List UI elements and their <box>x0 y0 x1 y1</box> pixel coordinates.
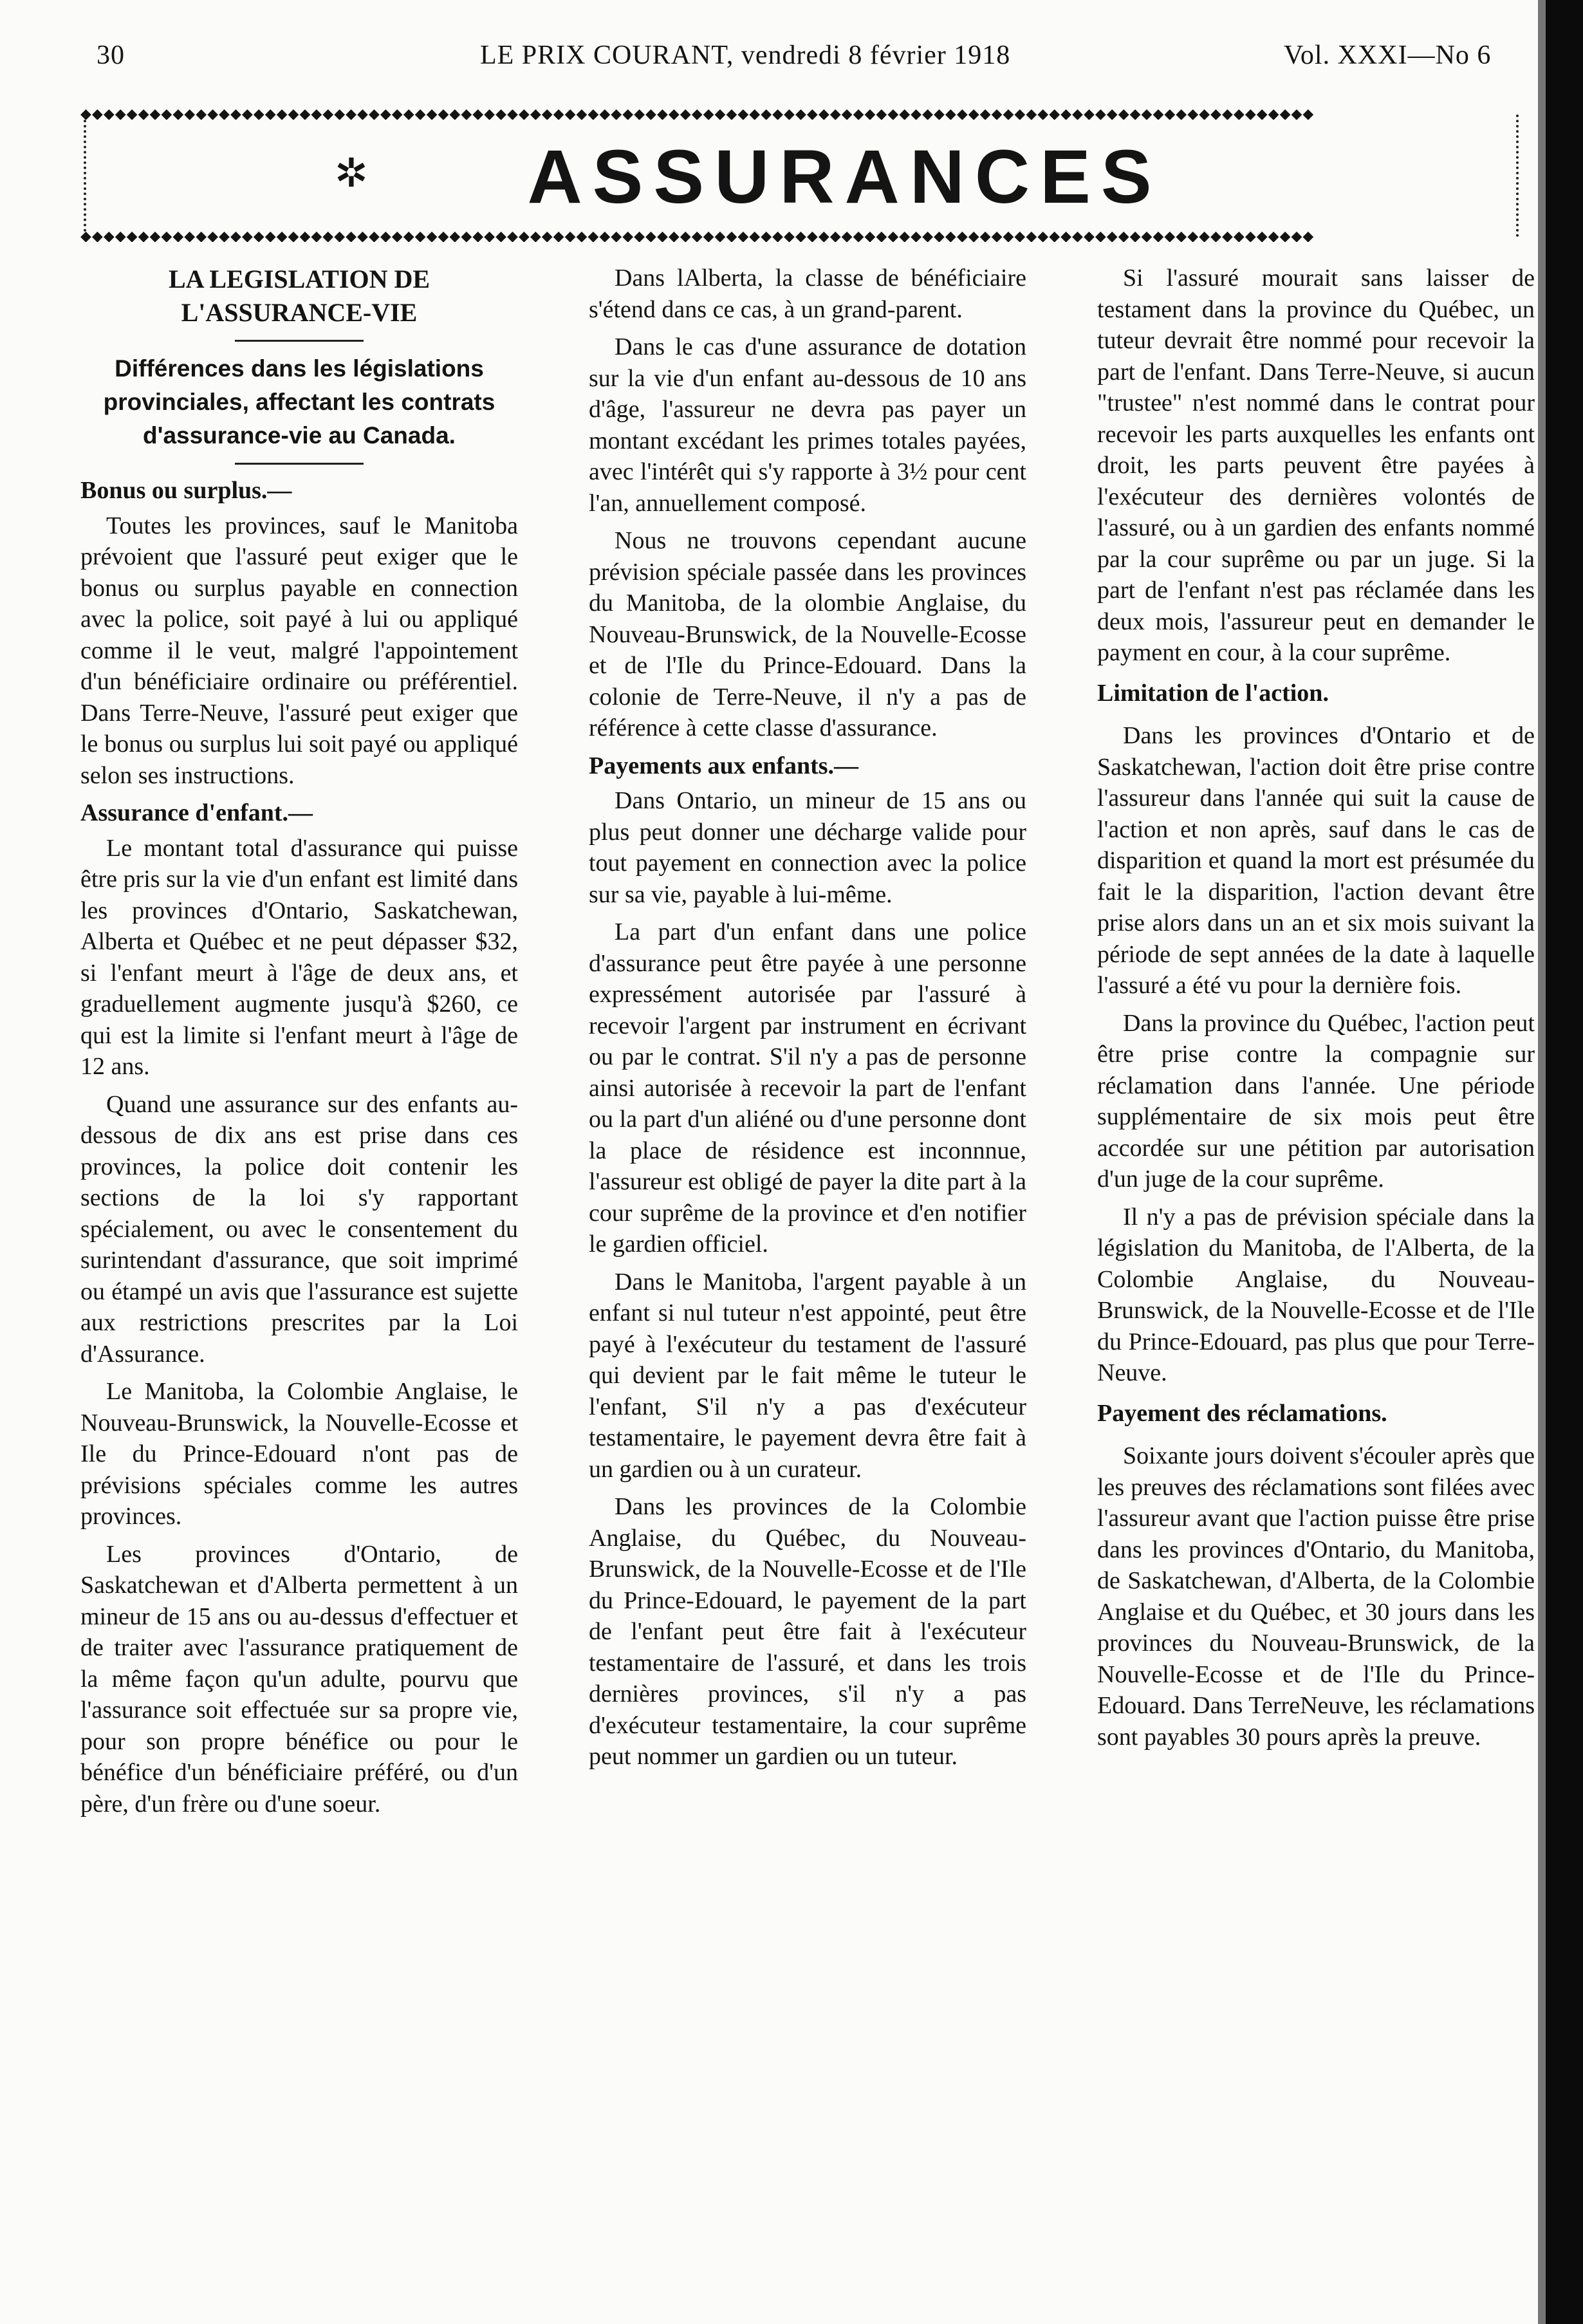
ink-mark-icon: ✲ <box>335 149 368 196</box>
paragraph: Dans le Manitoba, l'argent payable à un enfant si nul tuteur n'est appointé, peut être payé à l'exécuteur du testament de l'assuré qui devient par le fait même le tuteur le l'enfant, S'il n'y a pas d'exécuteur testamentaire, le payement devra être fait à un gardien ou à un curateur. <box>589 1268 1026 1483</box>
column-3 <box>1097 263 1535 1759</box>
heading-limitation: Limitation de l'action. <box>1097 679 1329 707</box>
paragraph: Soixante jours doivent s'écouler après que les preuves des réclamations sont filées avec l'assureur avant que l'action puisse être prise dans les provinces d'Ontario, du Manitoba, de Saskatchewan, d'Alberta, de la Colombie Anglaise et du Québec, et 30 jours dans les provinces du Nouveau-Brunswick, de la Nouvelle-Ecosse et de l'Ile du Prince-Edouard. Dans TerreNeuve, les réclamations sont payables 30 pours après la preuve. <box>1097 1442 1535 1751</box>
heading-reclamations: Payement des réclamations. <box>1097 1399 1387 1427</box>
heading-bonus: Bonus ou surplus.— <box>80 477 292 504</box>
paragraph: Il n'y a pas de prévision spéciale dans la législation du Manitoba, de l'Alberta, de la Colombie Anglaise, du Nouveau-Brunswick, de la Nouvelle-Ecosse et de l'Ile du Prince-Edouard, pas plus que pour Terre-Neuve. <box>1097 1203 1535 1386</box>
paragraph: Nous ne trouvons cependant aucune prévision spéciale passée dans les provinces du Manitoba, de la olombie Anglaise, du Nouveau-Brunswick, de la Nouvelle-Ecosse et de l'Ile du Prince-Edouard. Dans la colonie de Terre-Neuve, il n'y a pas de référence à cette classe d'assurance. <box>589 527 1026 741</box>
volume-number: Vol. XXXI—No 6 <box>1284 41 1492 70</box>
paragraph: La part d'un enfant dans une police d'assurance peut être payée à une personne expressément autorisée par l'assuré à recevoir l'argent par instrument en écrivant ou par le contrat. S'il n'y a pas de personne ainsi autorisée à recevoir la part de l'enfant ou la part d'un aliéné ou d'une personne dont la place de résidence est inconnnue, l'assureur est obligé de payer la dite part à la cour suprême de la province et d'en notifier le gardien officiel. <box>589 918 1026 1258</box>
heading-payements-enfants: Payements aux enfants.— <box>589 752 859 779</box>
column-2 <box>589 263 1026 1779</box>
paragraph: Dans les provinces d'Ontario et de Saskatchewan, l'action doit être prise contre l'assureur dans l'année qui suit la cause de l'action et non après, sauf dans le cas de disparition et quand la mort est présumée du fait le la disparition, l'action devant être prise alors dans un an et six mois suivant la période de sept années de la date à laquelle l'assuré a été vu pour la dernière fois. <box>1097 722 1535 999</box>
scan-edge <box>1546 0 1583 2324</box>
column-1 <box>80 263 518 1826</box>
section-banner <box>80 125 1525 228</box>
article-title: LA LEGISLATION DE L'ASSURANCE-VIE <box>168 265 430 327</box>
paragraph: Toutes les provinces, sauf le Manitoba prévoient que l'assuré peut exiger que le bonus ou surplus payable en connection avec la police, soit payé à lui ou appliqué comme il le veut, malgré l'appointement d'un bénéficiaire ordinaire ou préférentiel. Dans Terre-Neuve, l'assuré peut exiger que le bonus ou surplus lui soit payé ou appliqué selon ses instructions. <box>80 512 518 789</box>
paragraph: Dans lAlberta, la classe de bénéficiaire s'étend dans ce cas, à un grand-parent. <box>589 265 1026 323</box>
ornament-border-top: ◆◆◆◆◆◆◆◆◆◆◆◆◆◆◆◆◆◆◆◆◆◆◆◆◆◆◆◆◆◆◆◆◆◆◆◆◆◆◆◆◆◆◆◆◆◆◆◆◆◆◆◆◆◆◆◆◆◆◆◆◆◆◆◆◆◆◆◆◆◆◆◆◆◆◆◆◆◆◆◆◆◆◆◆◆◆◆◆◆◆◆◆◆◆◆◆◆◆◆◆◆◆◆◆◆◆◆ <box>80 109 1315 120</box>
scan-edge-shadow <box>1538 0 1546 2324</box>
running-header <box>97 40 1525 85</box>
publication-line: LE PRIX COURANT, vendredi 8 février 1918 <box>480 41 1011 70</box>
title-divider <box>235 340 364 342</box>
paragraph: Le montant total d'assurance qui puisse être pris sur la vie d'un enfant est limité dans les provinces d'Ontario, Saskatchewan, Alberta et Québec et ne peut dépasser $32, si l'enfant meurt à l'âge de deux ans, et graduellement augmente jusqu'à $260, ce qui est la limite si l'enfant meurt à l'âge de 12 ans. <box>80 834 518 1080</box>
subtitle-divider <box>235 463 364 465</box>
paragraph: Le Manitoba, la Colombie Anglaise, le Nouveau-Brunswick, la Nouvelle-Ecosse et Ile du Prince-Edouard n'ont pas de prévisions spéciales comme les autres provinces. <box>80 1378 518 1530</box>
heading-assurance-enfant: Assurance d'enfant.— <box>80 799 313 826</box>
paragraph: Dans le cas d'une assurance de dotation sur la vie d'un enfant au-dessous de 10 ans d'âge, l'assureur ne devra pas payer un montant excédant les primes totales payées, avec l'intérêt qui s'y rapporte à 3½ pour cent l'an, annuellement composé. <box>589 333 1026 517</box>
article-subtitle: Différences dans les législations provinciales, affectant les contrats d'assurance-vie au Canada. <box>103 355 495 449</box>
paragraph: Dans les provinces de la Colombie Anglaise, du Québec, du Nouveau-Brunswick, de la Nouvelle-Ecosse et de l'Ile du Prince-Edouard, le payement de la part de l'enfant peut être fait à l'exécuteur testamentaire de l'assuré, et dans les trois dernières provinces, s'il n'y a pas d'exécuteur testamentaire, la cour suprême peut nommer un gardien ou un tuteur. <box>589 1493 1026 1770</box>
paragraph: Les provinces d'Ontario, de Saskatchewan et d'Alberta permettent à un mineur de 15 ans ou au-dessus d'effectuer et de traiter avec l'assurance pratiquement de la même façon qu'un adulte, pourvu que l'assurance soit effectuée sur sa propre vie, pour son propre bénéfice ou pour le bénéfice d'un bénéficiaire préféré, ou d'un père, d'un frère ou d'une soeur. <box>80 1540 518 1817</box>
ornament-border-bottom: ◆◆◆◆◆◆◆◆◆◆◆◆◆◆◆◆◆◆◆◆◆◆◆◆◆◆◆◆◆◆◆◆◆◆◆◆◆◆◆◆◆◆◆◆◆◆◆◆◆◆◆◆◆◆◆◆◆◆◆◆◆◆◆◆◆◆◆◆◆◆◆◆◆◆◆◆◆◆◆◆◆◆◆◆◆◆◆◆◆◆◆◆◆◆◆◆◆◆◆◆◆◆◆◆◆◆◆ <box>80 232 1315 242</box>
paragraph: Dans la province du Québec, l'action peut être prise contre la compagnie sur réclamation dans l'année. Une période supplémentaire de six mois peut être accordée sur une pétition par autorisation d'un juge de la cour suprême. <box>1097 1009 1535 1193</box>
paragraph: Si l'assuré mourait sans laisser de testament dans la province du Québec, un tuteur devrait être nommé pour recevoir la part de l'enfant. Dans Terre-Neuve, si aucun "trustee" n'est nommé dans le contrat pour recevoir les parts auxquelles les enfants ont droit, les parts peuvent être payées à l'exécuteur des dernières volontés de l'assuré, ou à un gardien des enfants nommé par la cour suprême ou par un juge. Si la part de l'enfant n'est pas réclamée dans les deux mois, l'assureur peut en demander le payment en cour, à la cour suprême. <box>1097 265 1535 666</box>
section-title: ASSURANCES <box>527 135 1162 219</box>
paragraph: Dans Ontario, un mineur de 15 ans ou plus peut donner une décharge valide pour tout payement en connection avec la police sur sa vie, payable à lui-même. <box>589 787 1026 908</box>
paragraph: Quand une assurance sur des enfants au-dessous de dix ans est prise dans ces provinces, la police doit contenir les sections de la loi s'y rapportant spécialement, ou avec le consentement du surintendant d'assurance, que soit imprimé ou étampé un avis que l'assurance est sujette aux restrictions prescrites par la Loi d'Assurance. <box>80 1090 518 1368</box>
page-number: 30 <box>97 41 125 70</box>
